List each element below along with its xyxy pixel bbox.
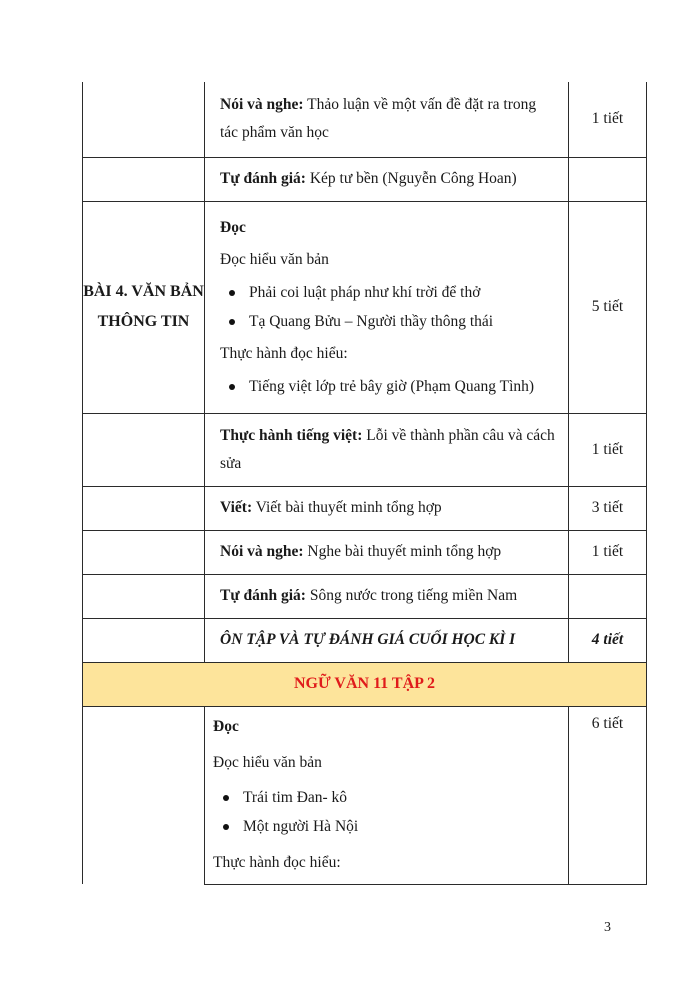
semester-review-title: ÔN TẬP VÀ TỰ ĐÁNH GIÁ CUỐI HỌC KÌ I xyxy=(220,631,516,648)
unit-cell xyxy=(83,530,205,574)
content-cell xyxy=(205,486,569,530)
activity-text: Kép tư bền (Nguyễn Công Hoan) xyxy=(305,170,517,187)
unit-cell xyxy=(83,618,205,662)
activity-text: Sông nước trong tiếng miền Nam xyxy=(305,587,518,604)
activity-text: Nghe bài thuyết minh tổng hợp xyxy=(303,543,502,560)
activity-label: Tự đánh giá: xyxy=(220,587,306,604)
unit-cell xyxy=(83,486,205,530)
unit-cell xyxy=(83,413,205,486)
table-row xyxy=(83,706,647,884)
reading-list xyxy=(205,372,568,401)
table-row xyxy=(83,82,647,157)
duration-cell: 4 tiết xyxy=(569,618,647,662)
content-cell xyxy=(205,413,569,486)
unit-cell xyxy=(83,82,205,157)
reading-list xyxy=(205,278,568,336)
activity-label: Viết: xyxy=(220,499,253,516)
duration-cell: 5 tiết xyxy=(569,201,647,413)
duration-cell: 1 tiết xyxy=(569,82,647,157)
unit-cell xyxy=(83,157,205,201)
activity-label: Nói và nghe: xyxy=(220,96,304,114)
subsection-label: Thực hành đọc hiểu: xyxy=(213,853,341,871)
section-heading: Đọc xyxy=(220,218,246,236)
duration-cell: 6 tiết xyxy=(569,706,647,884)
duration-cell xyxy=(569,157,647,201)
subsection-label: Thực hành đọc hiểu: xyxy=(220,344,348,362)
section-heading: Đọc xyxy=(213,717,239,735)
list-item: Một người Hà Nội xyxy=(243,812,568,841)
content-cell xyxy=(205,201,569,413)
subsection-label: Đọc hiểu văn bản xyxy=(220,250,329,268)
table-row xyxy=(83,413,647,486)
activity-label: Nói và nghe: xyxy=(220,543,304,560)
activity-text: Lỗi về thành phần câu và cách sửa xyxy=(220,426,555,472)
table-row xyxy=(83,618,647,662)
unit-title-cell: BÀI 4. VĂN BẢN THÔNG TIN xyxy=(83,201,205,413)
list-item: Trái tim Đan- kô xyxy=(243,783,568,812)
table-row xyxy=(83,574,647,618)
unit-cell xyxy=(83,574,205,618)
table-row xyxy=(83,486,647,530)
table-row xyxy=(83,201,647,413)
duration-cell: 1 tiết xyxy=(569,530,647,574)
table-row xyxy=(83,530,647,574)
content-cell xyxy=(205,82,569,157)
subsection-label: Đọc hiểu văn bản xyxy=(213,753,322,771)
content-cell xyxy=(205,706,569,884)
content-cell xyxy=(205,574,569,618)
content-cell xyxy=(205,157,569,201)
list-item: Tạ Quang Bửu – Người thầy thông thái xyxy=(249,307,568,336)
duration-cell: 3 tiết xyxy=(569,486,647,530)
unit-cell xyxy=(83,706,205,884)
list-item: Tiếng việt lớp trẻ bây giờ (Phạm Quang Tình) xyxy=(249,372,568,401)
activity-text: Viết bài thuyết minh tổng hợp xyxy=(252,499,442,516)
duration-cell: 1 tiết xyxy=(569,413,647,486)
reading-list xyxy=(205,783,568,841)
duration-cell xyxy=(569,574,647,618)
table-row xyxy=(83,157,647,201)
activity-label: Tự đánh giá: xyxy=(220,170,306,187)
lesson-plan-table xyxy=(82,82,647,885)
list-item: Phải coi luật pháp như khí trời để thở xyxy=(249,278,568,307)
table-row xyxy=(83,662,647,706)
content-cell xyxy=(205,618,569,662)
activity-label: Thực hành tiếng việt: xyxy=(220,426,363,444)
volume-header: NGỮ VĂN 11 TẬP 2 xyxy=(83,662,647,706)
activity-text: Thảo luận về một vấn đề đặt ra trong tác phẩm văn học xyxy=(220,96,537,142)
page-number: 3 xyxy=(604,920,611,935)
content-cell xyxy=(205,530,569,574)
